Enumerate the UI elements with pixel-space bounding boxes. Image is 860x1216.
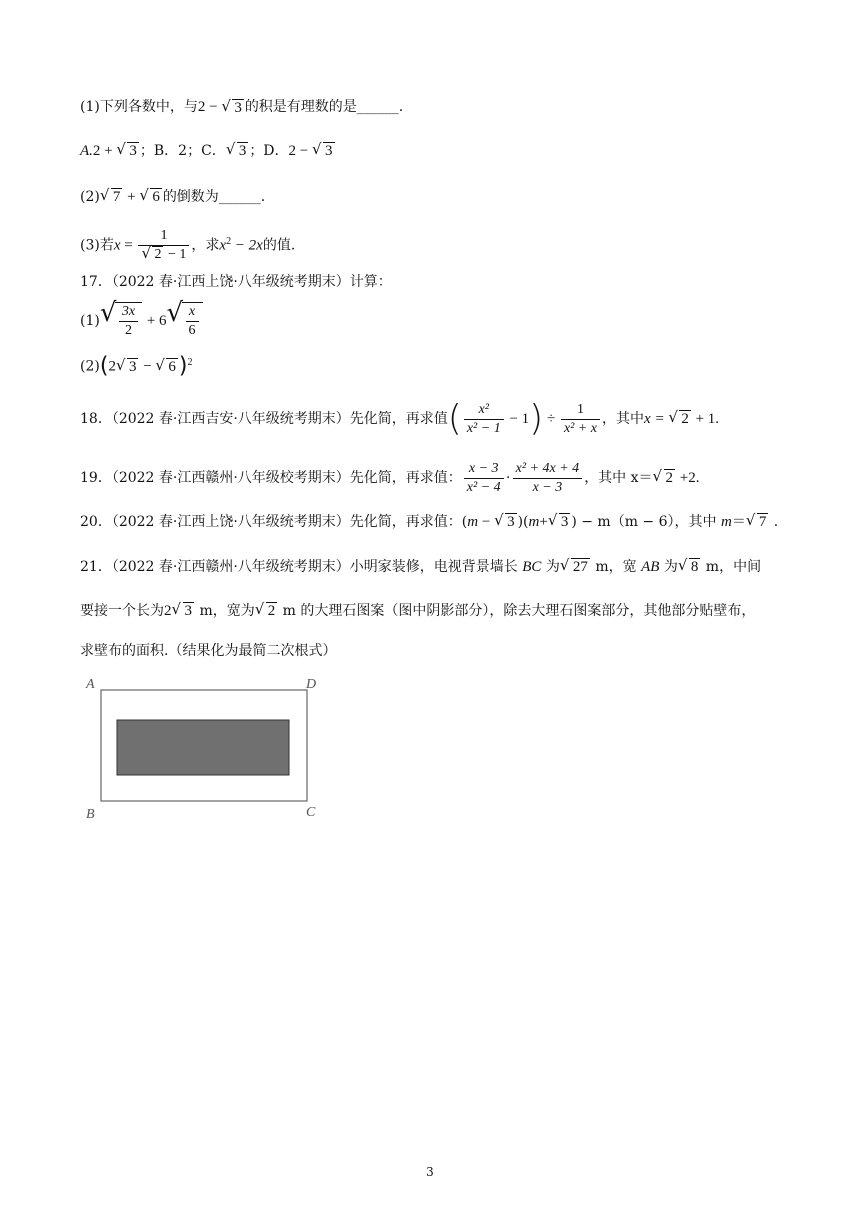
question-17-part-1 — [80, 298, 204, 344]
subq1-radical — [222, 97, 244, 119]
q20-rest: ) − m（m − 6），其中 — [571, 514, 721, 530]
q20-radical-3 — [747, 511, 769, 533]
question-19 — [80, 457, 700, 499]
q17-sub1-prefix: (1) — [80, 313, 100, 329]
q21-wid-radicand: 2 — [267, 603, 276, 619]
q21-len-coef: 2 — [164, 603, 172, 619]
subquestion-2 — [80, 186, 265, 208]
subq1-expr-a: 2 − — [197, 99, 222, 115]
q17-sub1-frac-2-den: 6 — [188, 323, 196, 339]
subq3-den-radical — [142, 246, 163, 264]
q20-m3: m — [720, 514, 732, 530]
subq2-radicand-1: 7 — [112, 189, 121, 205]
q17-sub2-close: ) — [178, 353, 188, 379]
option-d-radical — [313, 140, 335, 162]
q18-text-mid: ，其中 — [602, 411, 645, 427]
q19-frac-1-den: x² − 4 — [466, 479, 501, 495]
q19-text-mid: ，其中 x＝ — [584, 470, 653, 486]
q19-text: 19．（2022 春·江西赣州·八年级校考期末）先化简，再求值： — [80, 470, 462, 486]
option-d-radicand: 3 — [325, 143, 333, 159]
q19-frac-2-num: x² + 4x + 4 — [513, 460, 583, 479]
q21-l1-c: m，宽 — [590, 559, 642, 575]
q20-radicand-3: 7 — [758, 514, 767, 530]
q20-text: 20．（2022 春·江西上饶·八年级统考期末）先化简，再求值：( — [80, 514, 468, 530]
q20-eq: ＝ — [731, 514, 746, 530]
q17-sub1-radical-1-body — [115, 302, 142, 340]
q18-frac-1 — [464, 401, 504, 438]
q20-m1: m — [467, 514, 479, 530]
q17-sub2-radicand-1: 3 — [128, 358, 137, 375]
q21-l3: 求壁布的面积.（结果化为最简二次根式） — [80, 643, 337, 659]
q18-frac-1-den: x² − 1 — [466, 420, 501, 436]
q17-sub2-radicand-2: 6 — [168, 358, 176, 375]
option-a-radicand: 3 — [129, 143, 137, 159]
q18-close-paren: ) — [529, 398, 544, 439]
subq2-radical-2 — [140, 186, 162, 208]
q21-bc-radical — [561, 556, 590, 578]
q17-sub2-sup: 2 — [187, 357, 193, 368]
q17-sub1-frac-1-num: √ 3x — [119, 303, 138, 322]
subq3-eq: = — [120, 237, 137, 254]
q17-sub1-mid: + 6 — [143, 313, 167, 329]
q17-sub1-frac-1 — [119, 303, 138, 340]
q17-sub1-frac-2-num: √ x — [186, 303, 199, 322]
q17-sub2-coef: 2 — [108, 358, 116, 375]
q21-wid-radical — [256, 600, 278, 622]
q21-l1-a: 21．（2022 春·江西赣州·八年级统考期末）小明家装修，电视背景墙长 — [80, 559, 523, 575]
q18-rest: + 1. — [691, 411, 720, 427]
subq2-radical-1 — [101, 186, 123, 208]
q17-sub1-radical-2-body — [182, 302, 203, 340]
q20-minus: − — [478, 514, 495, 530]
q17-sub2-prefix: (2) — [80, 358, 100, 375]
options-line — [80, 140, 336, 162]
q20-mid: )( — [517, 514, 529, 530]
q19-frac-1-num: x − 3 — [464, 460, 504, 479]
q21-bc: BC — [522, 559, 542, 575]
q17-sub2-minus: − — [139, 358, 156, 375]
subquestion-1 — [80, 96, 403, 119]
q17-sub1-frac-1-den: 2 — [124, 323, 132, 339]
question-17-part-2 — [80, 352, 193, 378]
q17-sub1-frac-2 — [186, 303, 199, 340]
q18-frac-2-den: x² + x — [563, 420, 598, 436]
question-21-line-2 — [80, 600, 755, 622]
q19-frac-2 — [513, 460, 583, 497]
q19-frac-2-den: x − 3 — [532, 479, 563, 495]
subq3-den-rest: − 1 — [164, 247, 187, 263]
question-17-title — [80, 271, 392, 293]
q17-sub2-radical-1 — [117, 356, 139, 378]
q20-radical-2 — [549, 511, 571, 533]
q19-radicand: 2 — [665, 470, 674, 486]
q21-l2-c: m 的大理石图案（图中阴影部分），除去大理石图案部分，其他部分贴壁布， — [278, 603, 756, 619]
q21-len-radicand: 3 — [184, 603, 192, 619]
question-21-line-3 — [80, 640, 336, 662]
page-number: 3 — [426, 1165, 434, 1179]
subq2-plus: + — [123, 189, 140, 205]
vertex-label-d: D — [306, 677, 317, 692]
q18-frac-1-num: x² — [464, 401, 504, 420]
q20-radicand-2: 3 — [560, 514, 569, 530]
option-b-c-text: ；B．2；C． — [139, 143, 226, 159]
q19-frac-1 — [464, 460, 504, 497]
subq3-denominator — [138, 246, 189, 264]
subq2-prefix: (2) — [80, 189, 100, 205]
q21-ab: AB — [641, 559, 660, 575]
q18-x-eq: x = — [644, 411, 669, 427]
q19-dot: · — [505, 470, 511, 486]
q21-l1-e: m，中间 — [701, 559, 762, 575]
q17-sub1-radical-2 — [168, 298, 203, 344]
subq3-expr-sup: 2 — [226, 236, 232, 247]
wall-figure — [84, 676, 324, 821]
subq3-numerator: 1 — [138, 227, 189, 246]
q21-l1-b: 为 — [541, 559, 560, 575]
q20-m2: m — [528, 514, 540, 530]
q21-l2-a: 要接一个长为 — [80, 603, 164, 619]
q19-radical — [654, 457, 676, 499]
subq1-radicand: 3 — [234, 99, 242, 116]
vertex-label-a: A — [86, 677, 95, 692]
q19-rest: +2. — [676, 470, 700, 486]
option-a-label: A. — [80, 143, 93, 159]
q21-l1-d: 为 — [659, 559, 678, 575]
q21-l2-b: m，宽为 — [195, 603, 255, 619]
subq3-expr-x: x — [219, 237, 227, 254]
question-18 — [80, 398, 719, 440]
q20-radical-1 — [495, 511, 517, 533]
q18-radicand: 2 — [681, 411, 689, 427]
question-21-line-1 — [80, 556, 761, 578]
subq3-fraction — [138, 227, 189, 264]
q21-ab-radical — [679, 556, 701, 578]
option-c-radical — [227, 140, 249, 162]
q18-div: ÷ — [543, 411, 559, 427]
subq3-text-after: 的值. — [262, 237, 296, 254]
subq3-text-mid: ，求 — [191, 237, 220, 254]
q18-open-paren: ( — [447, 398, 462, 439]
marble-pattern-rectangle — [117, 720, 289, 775]
q18-radical — [669, 398, 691, 440]
q20-radicand-1: 3 — [507, 514, 515, 530]
subq1-text-after: 的积是有理数的是______. — [244, 99, 404, 115]
option-c-radicand: 3 — [238, 143, 247, 159]
question-20 — [80, 511, 778, 533]
q17-sub2-open: ( — [99, 353, 109, 379]
subq2-radicand-2: 6 — [152, 189, 160, 205]
q18-frac-2 — [561, 401, 600, 438]
q21-len-radical — [173, 600, 195, 622]
q17-sub2-radical-2 — [156, 356, 178, 378]
subq3-prefix: (3)若 — [80, 237, 114, 254]
q18-frac-2-num: 1 — [561, 401, 600, 420]
option-a-expr: 2 + — [92, 143, 117, 159]
subq3-den-radicand: 2 — [154, 247, 162, 263]
subq1-text-before: (1)下列各数中，与 — [80, 99, 198, 115]
option-d-text: ；D． — [249, 143, 289, 159]
subq1-expr — [198, 99, 245, 115]
subq3-var: x — [113, 237, 121, 254]
vertex-label-b: B — [86, 807, 95, 821]
q20-plus: + — [539, 514, 548, 530]
q18-text: 18．（2022 春·江西吉安·八年级统考期末）先化简，再求值 — [80, 411, 448, 427]
q21-bc-radicand: 27 — [572, 559, 588, 575]
q18-minus: − 1 — [505, 411, 530, 427]
q17-text: 17．（2022 春·江西上饶·八年级统考期末）计算： — [80, 274, 392, 290]
q21-ab-radicand: 8 — [690, 559, 699, 575]
vertex-label-c: C — [306, 805, 316, 820]
q20-end: . — [769, 514, 779, 530]
subq3-expr-rest: − 2x — [231, 237, 263, 254]
subquestion-3 — [80, 222, 295, 266]
subq2-text-after: 的倒数为______. — [162, 189, 266, 205]
q17-sub1-radical-1 — [101, 298, 142, 344]
option-d-expr: 2 − — [288, 143, 313, 159]
option-a-radical — [117, 140, 139, 162]
